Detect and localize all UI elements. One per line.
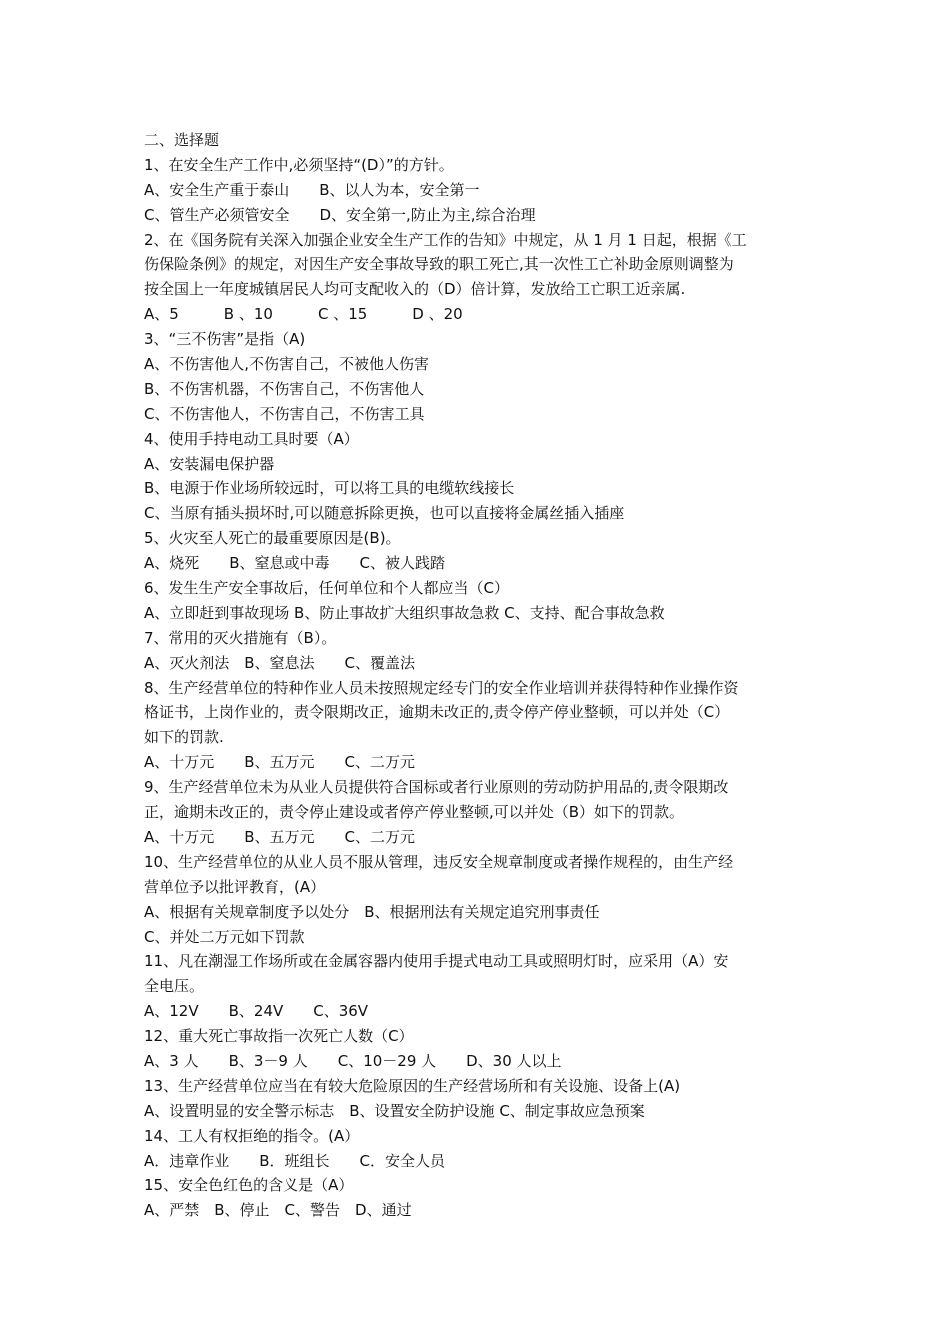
question-12: 12、重大死亡事故指一次死亡人数（C） — [144, 1027, 414, 1046]
question-4: 4、使用手持电动工具时要（A） — [144, 429, 359, 448]
question-4-option-c: C、当原有插头损坏时,可以随意拆除更换，也可以直接将金属丝插入插座 — [144, 504, 625, 523]
question-2-options: A、5 B 、10 C 、15 D 、20 — [144, 305, 463, 324]
question-2-line-1: 2、在《国务院有关深入加强企业安全生产工作的告知》中规定，从 1 月 1 日起，根据《工 — [144, 230, 747, 249]
question-12-options: A、3 人 B、3－9 人 C、10－29 人 D、30 人以上 — [144, 1051, 562, 1070]
document-page — [144, 128, 810, 1223]
question-6-options: A、立即赶到事故现场 B、防止事故扩大组织事故急救 C、支持、配合事故急救 — [144, 603, 665, 622]
question-6: 6、发生生产安全事故后，任何单位和个人都应当（C） — [144, 579, 510, 598]
question-14-options: A．违章作业 B．班组长 C．安全人员 — [144, 1151, 446, 1170]
question-3: 3、“三不伤害”是指（A) — [144, 330, 306, 349]
question-10-option-c: C、并处二万元如下罚款 — [144, 927, 305, 946]
question-3-option-a: A、不伤害他人,不伤害自己，不被他人伤害 — [144, 355, 430, 374]
question-2-line-2: 伤保险条例》的规定，对因生产安全事故导致的职工死亡,其一次性工亡补助金原则调整为 — [144, 255, 734, 274]
question-10-line-1: 10、生产经营单位的从业人员不服从管理，违反安全规章制度或者操作规程的，由生产经 — [144, 852, 734, 871]
question-9-options: A、十万元 B、五万元 C、二万元 — [144, 827, 416, 846]
question-7: 7、常用的灭火措施有（B）。 — [144, 628, 337, 647]
question-11-line-1: 11、凡在潮湿工作场所或在金属容器内使用手提式电动工具或照明灯时，应采用（A）安 — [144, 952, 729, 971]
question-11-line-2: 全电压。 — [144, 977, 205, 996]
question-3-option-b: B、不伤害机器，不伤害自己，不伤害他人 — [144, 379, 425, 398]
question-2-line-3: 按全国上一年度城镇居民人均可支配收入的（D）倍计算，发放给工亡职工近亲属. — [144, 280, 686, 299]
question-8-line-3: 如下的罚款. — [144, 728, 224, 747]
question-8-options: A、十万元 B、五万元 C、二万元 — [144, 753, 416, 772]
section-heading: 二、选择题 — [144, 131, 220, 149]
question-4-option-b: B、电源于作业场所较远时，可以将工具的电缆软线接长 — [144, 479, 515, 498]
question-1-options-cd: C、管生产必须管安全 D、安全第一,防止为主,综合治理 — [144, 205, 536, 224]
question-15-options: A、严禁 B、停止 C、警告 D、通过 — [144, 1201, 412, 1220]
question-15: 15、安全色红色的含义是（A） — [144, 1176, 354, 1195]
question-13: 13、生产经营单位应当在有较大危险原因的生产经营场所和有关设施、设备上(A) — [144, 1076, 681, 1095]
question-5: 5、火灾至人死亡的最重要原因是(B)。 — [144, 529, 401, 548]
question-3-option-c: C、不伤害他人，不伤害自己，不伤害工具 — [144, 404, 425, 423]
question-13-options: A、设置明显的安全警示标志 B、设置安全防护设施 C、制定事故应急预案 — [144, 1101, 645, 1120]
question-14: 14、工人有权拒绝的指令。(A） — [144, 1126, 360, 1145]
question-9-line-2: 正，逾期未改正的，责令停止建设或者停产停业整顿,可以并处（B）如下的罚款。 — [144, 803, 685, 822]
question-10-options-ab: A、根据有关规章制度予以处分 B、根据刑法有关规定追究刑事责任 — [144, 902, 600, 921]
question-7-options: A、灭火剂法 B、窒息法 C、覆盖法 — [144, 653, 416, 672]
question-1: 1、在安全生产工作中,必须坚持“(D）”的方针。 — [144, 155, 454, 174]
question-8-line-1: 8、生产经营单位的特种作业人员未按照规定经专门的安全作业培训并获得特种作业操作资 — [144, 678, 739, 697]
question-11-options: A、12V B、24V C、36V — [144, 1002, 369, 1021]
question-1-options-ab: A、安全生产重于泰山 B、以人为本，安全第一 — [144, 180, 480, 199]
question-5-options: A、烧死 B、窒息或中毒 C、被人践踏 — [144, 554, 446, 573]
question-8-line-2: 格证书，上岗作业的，责令限期改正，逾期未改正的,责令停产停业整顿，可以并处（C） — [144, 703, 730, 722]
question-10-line-2: 营单位予以批评教育，(A） — [144, 877, 326, 896]
question-4-option-a: A、安装漏电保护器 — [144, 454, 275, 473]
question-9-line-1: 9、生产经营单位未为从业人员提供符合国标或者行业原则的劳动防护用品的,责令限期改 — [144, 778, 729, 797]
